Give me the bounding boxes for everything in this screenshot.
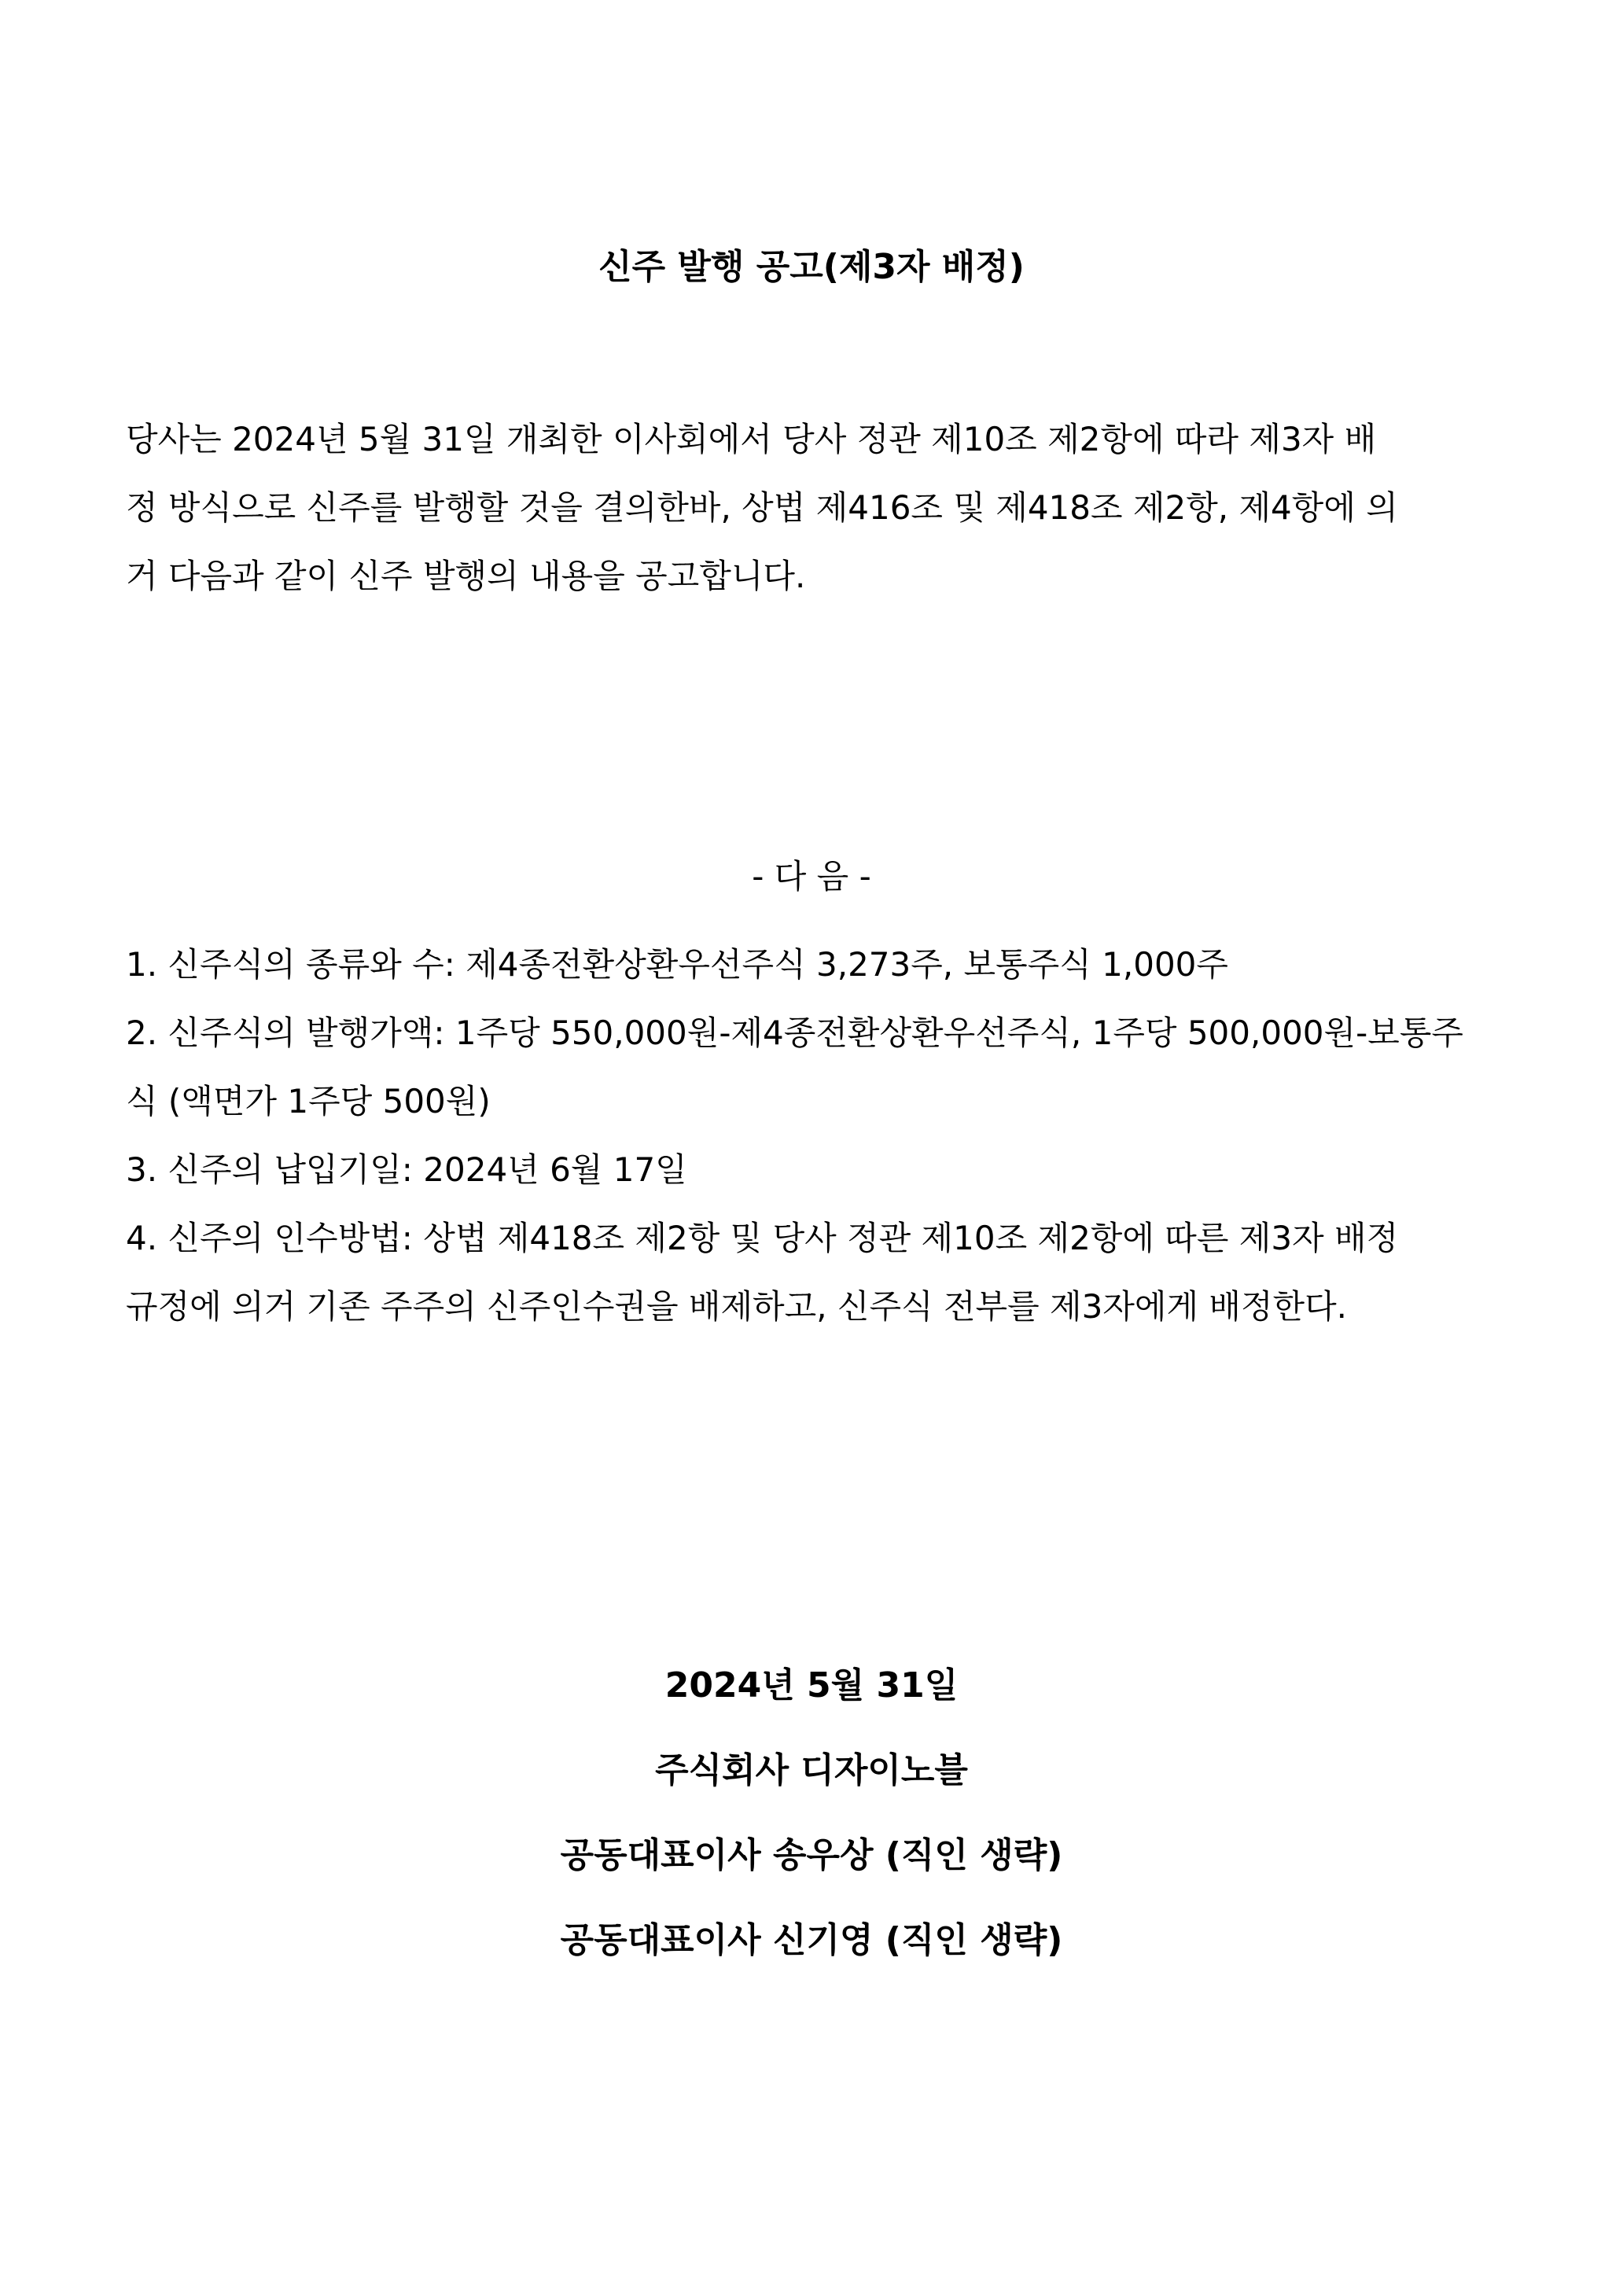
- representative-1: 공동대표이사 송우상 (직인 생략): [560, 1835, 1063, 1875]
- intro-line: 거 다음과 같이 신주 발행의 내용을 공고합니다.: [126, 557, 806, 595]
- item-line: 식 (액면가 1주당 500원): [126, 1082, 491, 1120]
- intro-line: 정 방식으로 신주를 발행할 것을 결의한바, 상법 제416조 및 제418조 제2항, 제4항에 의: [126, 488, 1398, 527]
- signature-block: [0, 1643, 1623, 1983]
- item-line: 1. 신주식의 종류와 수: 제4종전환상환우선주식 3,273주, 보통주식 1,000주: [126, 945, 1228, 984]
- list-item: [126, 1204, 1510, 1341]
- item-line: 규정에 의거 기존 주주의 신주인수권을 배제하고, 신주식 전부를 제3자에게 배정한다.: [126, 1287, 1348, 1326]
- company-name: 주식회사 디자이노블: [655, 1750, 968, 1790]
- list-item: [126, 930, 1510, 999]
- item-line: 4. 신주의 인수방법: 상법 제418조 제2항 및 당사 정관 제10조 제2항에 따른 제3자 배정: [126, 1219, 1399, 1257]
- representative-2: 공동대표이사 신기영 (직인 생략): [560, 1920, 1063, 1960]
- document-title: 신주 발행 공고(제3자 배정): [598, 247, 1025, 287]
- item-list: [126, 930, 1510, 1341]
- section-marker: - 다 음 -: [752, 857, 871, 896]
- list-item: [126, 999, 1510, 1135]
- signature-date: 2024년 5월 31일: [664, 1665, 959, 1705]
- intro-paragraph: [126, 405, 1510, 610]
- list-item: [126, 1135, 1510, 1204]
- intro-line: 당사는 2024년 5월 31일 개최한 이사회에서 당사 정관 제10조 제2항에 따라 제3자 배: [126, 420, 1377, 458]
- item-line: 3. 신주의 납입기일: 2024년 6월 17일: [126, 1150, 687, 1189]
- item-line: 2. 신주식의 발행가액: 1주당 550,000원-제4종전환상환우선주식, 1주당 500,000원-보통주: [126, 1014, 1463, 1052]
